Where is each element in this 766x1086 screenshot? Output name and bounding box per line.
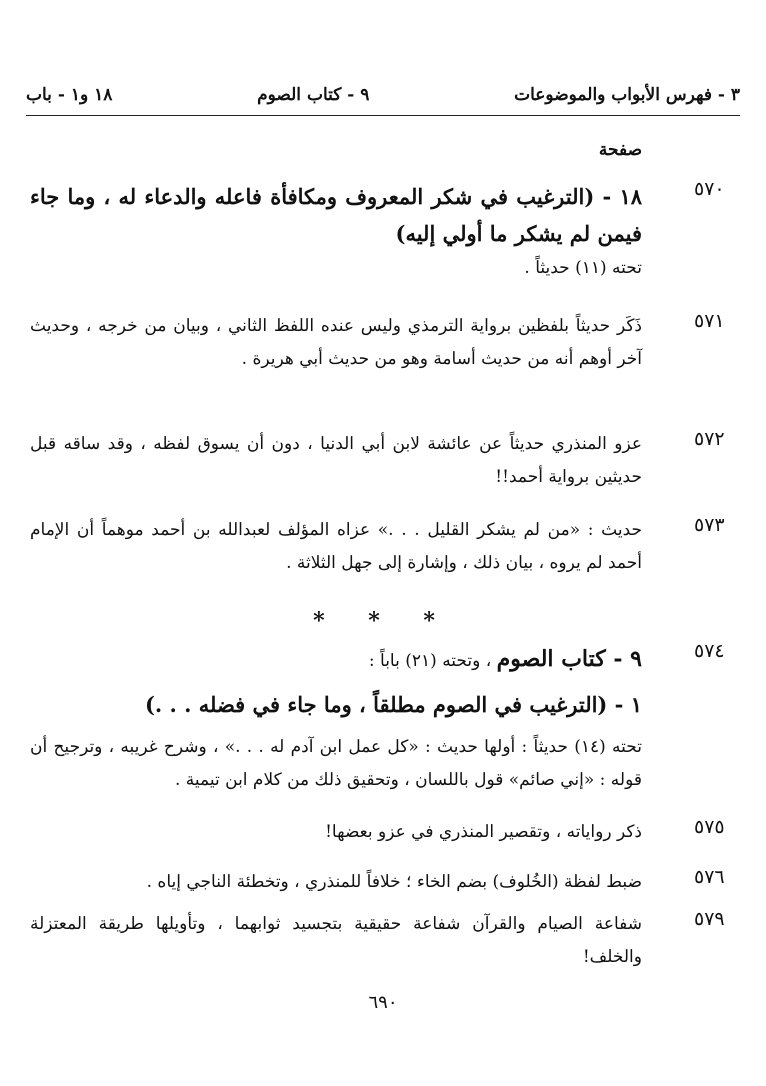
section-separator: * * * bbox=[313, 608, 453, 634]
entry-text: تحته (١٤) حديثاً : أولها حديث : «كل عمل ابن آدم له . . .» ، وشرح غريبه ، وترجيح أن قوله : «إني صائم» قول باللسان ، وتحقيق ذلك من كلام ابن تيمية . bbox=[30, 737, 642, 790]
page-column-label: صفحة bbox=[598, 140, 642, 160]
entry-text: حديث : «من لم يشكر القليل . . .» عزاه المؤلف لعبدالله بن أحمد موهماً أن الإمام أحمد لم يروه ، بيان ذلك ، وإشارة إلى جهل الثلاثة . bbox=[30, 520, 642, 573]
chapter-heading: ١٨ - (الترغيب في شكر المعروف ومكافأة فاعله والدعاء له ، وما جاء فيمن لم يشكر ما أولي إليه) bbox=[30, 184, 642, 246]
entry-page-number: ٥٧٠ bbox=[694, 178, 725, 200]
header-chapter-range: ١٨ و١ - باب bbox=[26, 85, 113, 105]
entry-text: تحته (١١) حديثاً . bbox=[524, 258, 642, 278]
index-entry bbox=[30, 866, 725, 899]
index-entry bbox=[30, 178, 725, 285]
index-entry bbox=[30, 908, 725, 974]
index-entry bbox=[30, 514, 725, 580]
index-entry bbox=[30, 310, 725, 376]
book-heading-note: ، وتحته (٢١) باباً : bbox=[368, 651, 492, 671]
entry-text: ضبط لفظة (الخُلوف) بضم الخاء ؛ خلافاً للمنذري ، وتخطئة الناجي إياه . bbox=[146, 872, 642, 892]
index-entry bbox=[30, 816, 725, 849]
header-section-title: ٣ - فهرس الأبواب والموضوعات bbox=[514, 85, 740, 105]
chapter-heading: ١ - (الترغيب في الصوم مطلقاً ، وما جاء في فضله . . .) bbox=[144, 692, 642, 717]
entry-page-number: ٥٧٢ bbox=[694, 428, 725, 450]
entry-page-number: ٥٧٦ bbox=[694, 866, 725, 888]
entry-text: ذكر رواياته ، وتقصير المنذري في عزو بعضها! bbox=[325, 822, 642, 842]
entry-text: عزو المنذري حديثاً عن عائشة لابن أبي الدنيا ، دون أن يسوق لفظه ، وقد ساقه قبل حديثين برواية أحمد!! bbox=[30, 434, 642, 487]
header-book-title: ٩ - كتاب الصوم bbox=[257, 85, 370, 105]
entry-page-number: ٥٧٤ bbox=[694, 640, 725, 662]
entry-text: شفاعة الصيام والقرآن شفاعة حقيقية بتجسيد ثوابهما ، وتأويلها طريقة المعتزلة والخلف! bbox=[30, 914, 642, 967]
entry-page-number: ٥٧١ bbox=[694, 310, 725, 332]
running-header bbox=[26, 80, 740, 110]
page-number: ٦٩٠ bbox=[368, 992, 398, 1013]
book-heading: ٩ - كتاب الصوم bbox=[496, 646, 642, 672]
entry-page-number: ٥٧٣ bbox=[694, 514, 725, 536]
index-entry bbox=[30, 428, 725, 494]
index-entry bbox=[30, 640, 725, 797]
header-rule bbox=[26, 115, 740, 116]
entry-page-number: ٥٧٥ bbox=[694, 816, 725, 838]
entry-page-number: ٥٧٩ bbox=[694, 908, 725, 930]
entry-text: ذَكَر حديثاً بلفظين برواية الترمذي وليس عنده اللفظ الثاني ، وبيان من خرجه ، وحديث آخر أوهم أنه من حديث أسامة وهو من حديث أبي هريرة . bbox=[30, 316, 642, 369]
